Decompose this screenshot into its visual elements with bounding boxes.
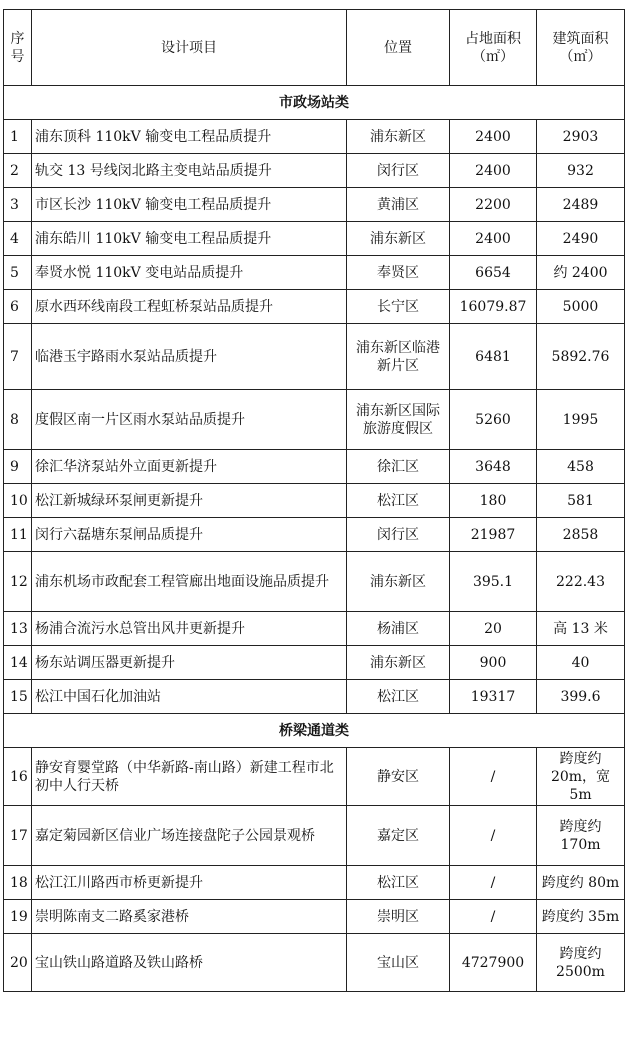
table-row <box>4 680 625 714</box>
row-location: 松江区 <box>347 680 450 714</box>
row-project-name: 嘉定菊园新区信业广场连接盘陀子公园景观桥 <box>32 806 347 866</box>
row-number: 15 <box>4 680 32 714</box>
row-land-area: 2200 <box>450 188 537 222</box>
row-land-area: 19317 <box>450 680 537 714</box>
table-row <box>4 290 625 324</box>
row-building-area: 跨度约 170m <box>537 806 625 866</box>
row-building-area: 40 <box>537 646 625 680</box>
row-land-area: 395.1 <box>450 552 537 612</box>
row-location: 奉贤区 <box>347 256 450 290</box>
row-project-name: 市区长沙 110kV 输变电工程品质提升 <box>32 188 347 222</box>
row-location: 黄浦区 <box>347 188 450 222</box>
row-location: 闵行区 <box>347 154 450 188</box>
row-number: 19 <box>4 900 32 934</box>
row-number: 3 <box>4 188 32 222</box>
row-location: 嘉定区 <box>347 806 450 866</box>
row-building-area: 1995 <box>537 390 625 450</box>
row-number: 13 <box>4 612 32 646</box>
row-building-area: 跨度约 80m <box>537 866 625 900</box>
row-project-name: 崇明陈南支二路奚家港桥 <box>32 900 347 934</box>
row-building-area: 跨度约 20m，宽 5m <box>537 748 625 806</box>
row-project-name: 轨交 13 号线闵北路主变电站品质提升 <box>32 154 347 188</box>
row-number: 17 <box>4 806 32 866</box>
row-land-area: 6654 <box>450 256 537 290</box>
row-location: 浦东新区临港新片区 <box>347 324 450 390</box>
row-location: 静安区 <box>347 748 450 806</box>
row-number: 5 <box>4 256 32 290</box>
table-body <box>4 86 625 992</box>
project-table <box>3 9 625 992</box>
header-land-area: 占地面积（㎡） <box>450 10 537 86</box>
row-land-area: 6481 <box>450 324 537 390</box>
row-location: 徐汇区 <box>347 450 450 484</box>
table-row <box>4 390 625 450</box>
table-row <box>4 120 625 154</box>
row-location: 长宁区 <box>347 290 450 324</box>
table-row <box>4 154 625 188</box>
table-row <box>4 646 625 680</box>
row-number: 2 <box>4 154 32 188</box>
row-number: 8 <box>4 390 32 450</box>
row-location: 浦东新区国际旅游度假区 <box>347 390 450 450</box>
table-row <box>4 748 625 806</box>
row-project-name: 杨东站调压器更新提升 <box>32 646 347 680</box>
row-land-area: 20 <box>450 612 537 646</box>
row-location: 崇明区 <box>347 900 450 934</box>
row-location: 浦东新区 <box>347 646 450 680</box>
row-project-name: 度假区南一片区雨水泵站品质提升 <box>32 390 347 450</box>
row-number: 4 <box>4 222 32 256</box>
row-project-name: 浦东顶科 110kV 输变电工程品质提升 <box>32 120 347 154</box>
row-location: 闵行区 <box>347 518 450 552</box>
row-building-area: 458 <box>537 450 625 484</box>
row-land-area: / <box>450 748 537 806</box>
row-location: 松江区 <box>347 866 450 900</box>
table-row <box>4 806 625 866</box>
row-location: 松江区 <box>347 484 450 518</box>
row-project-name: 徐汇华济泵站外立面更新提升 <box>32 450 347 484</box>
row-land-area: 900 <box>450 646 537 680</box>
row-building-area: 399.6 <box>537 680 625 714</box>
row-building-area: 581 <box>537 484 625 518</box>
row-location: 浦东新区 <box>347 120 450 154</box>
row-building-area: 932 <box>537 154 625 188</box>
row-land-area: / <box>450 900 537 934</box>
row-location: 浦东新区 <box>347 222 450 256</box>
row-project-name: 闵行六磊塘东泵闸品质提升 <box>32 518 347 552</box>
table-row <box>4 866 625 900</box>
row-building-area: 2490 <box>537 222 625 256</box>
header-no: 序号 <box>4 10 32 86</box>
row-land-area: 21987 <box>450 518 537 552</box>
row-land-area: / <box>450 806 537 866</box>
section-row <box>4 86 625 120</box>
row-number: 12 <box>4 552 32 612</box>
table-row <box>4 324 625 390</box>
row-project-name: 松江江川路西市桥更新提升 <box>32 866 347 900</box>
row-building-area: 高 13 米 <box>537 612 625 646</box>
header-item: 设计项目 <box>32 10 347 86</box>
row-building-area: 约 2400 <box>537 256 625 290</box>
row-land-area: 2400 <box>450 154 537 188</box>
row-number: 10 <box>4 484 32 518</box>
table-row <box>4 256 625 290</box>
row-building-area: 2489 <box>537 188 625 222</box>
row-land-area: 2400 <box>450 120 537 154</box>
row-project-name: 临港玉宇路雨水泵站品质提升 <box>32 324 347 390</box>
header-row <box>4 10 625 86</box>
table-row <box>4 552 625 612</box>
row-land-area: 16079.87 <box>450 290 537 324</box>
table-row <box>4 934 625 992</box>
row-project-name: 原水西环线南段工程虹桥泵站品质提升 <box>32 290 347 324</box>
row-project-name: 浦东机场市政配套工程管廊出地面设施品质提升 <box>32 552 347 612</box>
row-number: 18 <box>4 866 32 900</box>
row-number: 14 <box>4 646 32 680</box>
row-project-name: 松江新城绿环泵闸更新提升 <box>32 484 347 518</box>
table-row <box>4 188 625 222</box>
table-row <box>4 222 625 256</box>
table-row <box>4 518 625 552</box>
row-building-area: 跨度约 2500m <box>537 934 625 992</box>
row-land-area: 180 <box>450 484 537 518</box>
row-project-name: 静安育婴堂路（中华新路-南山路）新建工程市北初中人行天桥 <box>32 748 347 806</box>
row-location: 宝山区 <box>347 934 450 992</box>
header-building-area: 建筑面积（㎡） <box>537 10 625 86</box>
row-land-area: / <box>450 866 537 900</box>
row-number: 20 <box>4 934 32 992</box>
row-building-area: 跨度约 35m <box>537 900 625 934</box>
table-row <box>4 612 625 646</box>
row-building-area: 5000 <box>537 290 625 324</box>
header-location: 位置 <box>347 10 450 86</box>
row-land-area: 3648 <box>450 450 537 484</box>
row-project-name: 松江中国石化加油站 <box>32 680 347 714</box>
row-location: 杨浦区 <box>347 612 450 646</box>
section-title: 市政场站类 <box>4 86 625 120</box>
table-row <box>4 450 625 484</box>
table-row <box>4 900 625 934</box>
row-project-name: 宝山铁山路道路及铁山路桥 <box>32 934 347 992</box>
row-number: 7 <box>4 324 32 390</box>
row-building-area: 222.43 <box>537 552 625 612</box>
row-number: 11 <box>4 518 32 552</box>
section-row <box>4 714 625 748</box>
row-land-area: 4727900 <box>450 934 537 992</box>
row-building-area: 2903 <box>537 120 625 154</box>
row-number: 6 <box>4 290 32 324</box>
row-number: 1 <box>4 120 32 154</box>
row-building-area: 5892.76 <box>537 324 625 390</box>
row-number: 9 <box>4 450 32 484</box>
row-project-name: 杨浦合流污水总管出风井更新提升 <box>32 612 347 646</box>
row-number: 16 <box>4 748 32 806</box>
row-land-area: 2400 <box>450 222 537 256</box>
row-building-area: 2858 <box>537 518 625 552</box>
row-location: 浦东新区 <box>347 552 450 612</box>
row-project-name: 浦东皓川 110kV 输变电工程品质提升 <box>32 222 347 256</box>
row-land-area: 5260 <box>450 390 537 450</box>
table-row <box>4 484 625 518</box>
section-title: 桥梁通道类 <box>4 714 625 748</box>
row-project-name: 奉贤水悦 110kV 变电站品质提升 <box>32 256 347 290</box>
